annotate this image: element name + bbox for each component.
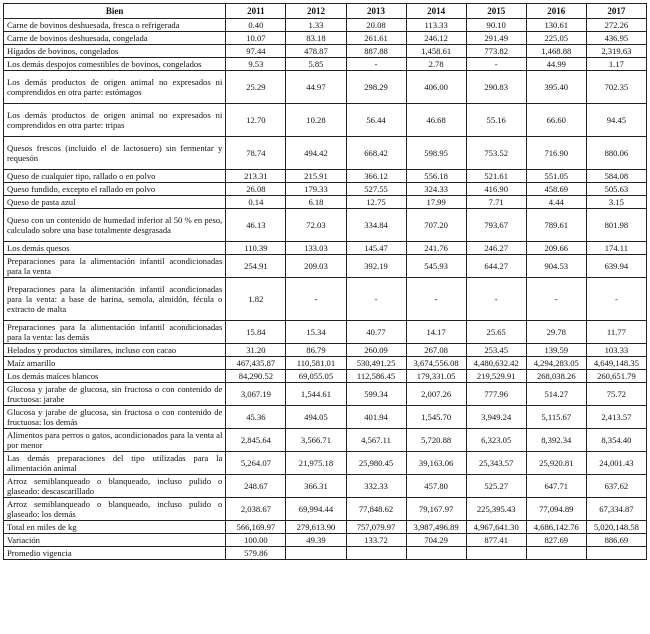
cell-value: 219,529.91 — [466, 370, 526, 383]
cell-value: 11.77 — [586, 321, 646, 344]
row-label: Los demás maíces blancos — [4, 370, 226, 383]
cell-value: 56.44 — [346, 104, 406, 137]
row-label: Preparaciones para la alimentación infantil acondicionadas para la venta — [4, 255, 226, 278]
cell-value: 90.10 — [466, 19, 526, 32]
cell-value: 525.27 — [466, 475, 526, 498]
cell-value: 20.08 — [346, 19, 406, 32]
cell-value: 6,323.05 — [466, 429, 526, 452]
row-label: Los demás despojos comestibles de bovinos, congelados — [4, 58, 226, 71]
cell-value: 94.45 — [586, 104, 646, 137]
cell-value: 46.13 — [226, 209, 286, 242]
cell-value: 133.72 — [346, 534, 406, 547]
cell-value: 639.94 — [586, 255, 646, 278]
row-label: Glucosa y jarabe de glucosa, sin fructosa o con contenido de fructuosa: los demás — [4, 406, 226, 429]
cell-value: 467,435.87 — [226, 357, 286, 370]
cell-value: 668.42 — [346, 137, 406, 170]
cell-value: 1.33 — [286, 19, 346, 32]
cell-value — [286, 547, 346, 560]
cell-value: 514.27 — [526, 383, 586, 406]
table-row — [4, 209, 647, 242]
cell-value: 25.65 — [466, 321, 526, 344]
cell-value: - — [466, 278, 526, 321]
cell-value: 110,581.01 — [286, 357, 346, 370]
cell-value: 145.47 — [346, 242, 406, 255]
cell-value: 55.16 — [466, 104, 526, 137]
cell-value: 644.27 — [466, 255, 526, 278]
row-label: Los demás quesos — [4, 242, 226, 255]
cell-value: 332.33 — [346, 475, 406, 498]
row-label: Arroz semiblanqueado o blanqueado, incluso pulido o glaseado: descascarillado — [4, 475, 226, 498]
cell-value: 179,331.05 — [406, 370, 466, 383]
cell-value: 110.39 — [226, 242, 286, 255]
cell-value: 551.05 — [526, 170, 586, 183]
table-row — [4, 71, 647, 104]
cell-value: 4,294,283.05 — [526, 357, 586, 370]
row-label: Total en miles de kg — [4, 521, 226, 534]
table-row — [4, 32, 647, 45]
cell-value: 290.83 — [466, 71, 526, 104]
cell-value: 5,020,148.58 — [586, 521, 646, 534]
cell-value: 877.41 — [466, 534, 526, 547]
cell-value: 253.45 — [466, 344, 526, 357]
table-row — [4, 255, 647, 278]
cell-value: 254.91 — [226, 255, 286, 278]
cell-value: 5,264.07 — [226, 452, 286, 475]
cell-value: 139.59 — [526, 344, 586, 357]
cell-value: 97.44 — [226, 45, 286, 58]
cell-value: 777.96 — [466, 383, 526, 406]
cell-value: 215.91 — [286, 170, 346, 183]
cell-value: - — [466, 58, 526, 71]
cell-value: 225,395.43 — [466, 498, 526, 521]
cell-value: 8,392.34 — [526, 429, 586, 452]
cell-value: 69,994.44 — [286, 498, 346, 521]
header-2013: 2013 — [346, 4, 406, 19]
cell-value: 4,649,148.35 — [586, 357, 646, 370]
cell-value: 584.08 — [586, 170, 646, 183]
row-label: Carne de bovinos deshuesada, fresca o refrigerada — [4, 19, 226, 32]
table-row — [4, 357, 647, 370]
cell-value: 268,038.26 — [526, 370, 586, 383]
cell-value: 494.42 — [286, 137, 346, 170]
table-row — [4, 196, 647, 209]
cell-value: 880.06 — [586, 137, 646, 170]
cell-value: 78.74 — [226, 137, 286, 170]
cell-value: 494.05 — [286, 406, 346, 429]
table-row — [4, 45, 647, 58]
table-row — [4, 19, 647, 32]
row-label: Helados y productos similares, incluso con cacao — [4, 344, 226, 357]
cell-value: 174.11 — [586, 242, 646, 255]
cell-value: 436.95 — [586, 32, 646, 45]
cell-value: 84,290.52 — [226, 370, 286, 383]
row-label: Alimentos para perros o gatos, acondicionados para la venta al por menor — [4, 429, 226, 452]
cell-value: 75.72 — [586, 383, 646, 406]
cell-value: 1,545.70 — [406, 406, 466, 429]
row-label: Preparaciones para la alimentación infantil acondicionadas para la venta: las demás — [4, 321, 226, 344]
cell-value: 2,413.57 — [586, 406, 646, 429]
cell-value: 773.82 — [466, 45, 526, 58]
cell-value: 248.67 — [226, 475, 286, 498]
cell-value: 4,686,142.76 — [526, 521, 586, 534]
cell-value: 46.68 — [406, 104, 466, 137]
cell-value: 1,544.61 — [286, 383, 346, 406]
header-2015: 2015 — [466, 4, 526, 19]
cell-value: 599.34 — [346, 383, 406, 406]
cell-value: 521.61 — [466, 170, 526, 183]
cell-value: 12.70 — [226, 104, 286, 137]
cell-value: 827.69 — [526, 534, 586, 547]
row-label: Queso de cualquier tipo, rallado o en polvo — [4, 170, 226, 183]
cell-value: 6.18 — [286, 196, 346, 209]
cell-value: 334.84 — [346, 209, 406, 242]
cell-value: 100.00 — [226, 534, 286, 547]
header-2016: 2016 — [526, 4, 586, 19]
cell-value: 261.61 — [346, 32, 406, 45]
cell-value: 10.07 — [226, 32, 286, 45]
cell-value: 324.33 — [406, 183, 466, 196]
cell-value: 83.18 — [286, 32, 346, 45]
row-label: Preparaciones para la alimentación infantil acondicionadas para la venta: a base de harina, semola, almidón, fécula o extracto de malta — [4, 278, 226, 321]
cell-value: 44.99 — [526, 58, 586, 71]
cell-value: 2,319.63 — [586, 45, 646, 58]
cell-value: 1.17 — [586, 58, 646, 71]
cell-value — [526, 547, 586, 560]
row-label: Las demás preparaciones del tipo utilizadas para la alimentación animal — [4, 452, 226, 475]
cell-value: - — [526, 278, 586, 321]
cell-value: 0.40 — [226, 19, 286, 32]
cell-value: 801.98 — [586, 209, 646, 242]
cell-value: 5,115.67 — [526, 406, 586, 429]
cell-value: - — [406, 278, 466, 321]
header-2014: 2014 — [406, 4, 466, 19]
cell-value: 267.08 — [406, 344, 466, 357]
cell-value: 77,848.62 — [346, 498, 406, 521]
cell-value — [466, 547, 526, 560]
table-row — [4, 183, 647, 196]
cell-value: 395.40 — [526, 71, 586, 104]
cell-value: 103.33 — [586, 344, 646, 357]
header-2012: 2012 — [286, 4, 346, 19]
cell-value: 246.27 — [466, 242, 526, 255]
cell-value: 112,586.45 — [346, 370, 406, 383]
cell-value: 179.33 — [286, 183, 346, 196]
cell-value: 15.34 — [286, 321, 346, 344]
cell-value: 21,975.18 — [286, 452, 346, 475]
row-label: Quesos frescos (incluido el de lactosuero) sin fermentar y requesón — [4, 137, 226, 170]
cell-value: 793.67 — [466, 209, 526, 242]
cell-value: 457.80 — [406, 475, 466, 498]
header-bien: Bien — [4, 4, 226, 19]
cell-value: 3,067.19 — [226, 383, 286, 406]
cell-value: 15.84 — [226, 321, 286, 344]
cell-value: 25.29 — [226, 71, 286, 104]
cell-value: 67,334.87 — [586, 498, 646, 521]
cell-value: 3.15 — [586, 196, 646, 209]
row-label: Queso fundido, excepto el rallado en polvo — [4, 183, 226, 196]
cell-value: 2,038.67 — [226, 498, 286, 521]
table-row — [4, 452, 647, 475]
table-row — [4, 547, 647, 560]
header-row — [4, 4, 647, 19]
cell-value: 69,055.05 — [286, 370, 346, 383]
cell-value: 49.39 — [286, 534, 346, 547]
cell-value: 707.20 — [406, 209, 466, 242]
cell-value: 637.62 — [586, 475, 646, 498]
cell-value: 416.90 — [466, 183, 526, 196]
cell-value: 406.00 — [406, 71, 466, 104]
table-row — [4, 370, 647, 383]
row-label: Hígados de bovinos, congelados — [4, 45, 226, 58]
cell-value: 2.78 — [406, 58, 466, 71]
cell-value: - — [286, 278, 346, 321]
cell-value: 4,567.11 — [346, 429, 406, 452]
row-label: Los demás productos de origen animal no expresados ni comprendidos en otra parte: estómagos — [4, 71, 226, 104]
cell-value: 246.12 — [406, 32, 466, 45]
cell-value: 209.66 — [526, 242, 586, 255]
cell-value: 4.44 — [526, 196, 586, 209]
cell-value: 39,163.06 — [406, 452, 466, 475]
cell-value — [346, 547, 406, 560]
table-row — [4, 104, 647, 137]
table-row — [4, 383, 647, 406]
table-row — [4, 58, 647, 71]
cell-value: 3,674,556.08 — [406, 357, 466, 370]
cell-value: 3,987,496.89 — [406, 521, 466, 534]
row-label: Los demás productos de origen animal no expresados ni comprendidos en otra parte: tripas — [4, 104, 226, 137]
cell-value: 133.03 — [286, 242, 346, 255]
cell-value: 366.12 — [346, 170, 406, 183]
cell-value: 458.69 — [526, 183, 586, 196]
row-label: Queso con un contenido de humedad inferior al 50 % en peso, calculado sobre una base totalmente desgrasada — [4, 209, 226, 242]
cell-value: 757,079.97 — [346, 521, 406, 534]
cell-value: 7.71 — [466, 196, 526, 209]
row-label: Variación — [4, 534, 226, 547]
cell-value: 130.61 — [526, 19, 586, 32]
table-row — [4, 475, 647, 498]
cell-value: 9.53 — [226, 58, 286, 71]
row-label: Maíz amarillo — [4, 357, 226, 370]
table-row — [4, 137, 647, 170]
cell-value: 392.19 — [346, 255, 406, 278]
cell-value: 5,720.88 — [406, 429, 466, 452]
table-row — [4, 344, 647, 357]
cell-value: 647.71 — [526, 475, 586, 498]
cell-value: 25,920.81 — [526, 452, 586, 475]
cell-value: 753.52 — [466, 137, 526, 170]
cell-value: 904.53 — [526, 255, 586, 278]
cell-value: 25,980.45 — [346, 452, 406, 475]
cell-value: 26.08 — [226, 183, 286, 196]
cell-value: 579.86 — [226, 547, 286, 560]
table-row — [4, 534, 647, 547]
cell-value: - — [346, 58, 406, 71]
header-2017: 2017 — [586, 4, 646, 19]
cell-value: 2,845.64 — [226, 429, 286, 452]
header-2011: 2011 — [226, 4, 286, 19]
cell-value: 209.03 — [286, 255, 346, 278]
cell-value: 598.95 — [406, 137, 466, 170]
cell-value: - — [346, 278, 406, 321]
cell-value: 887.88 — [346, 45, 406, 58]
cell-value: 505.63 — [586, 183, 646, 196]
cell-value: 530,491.25 — [346, 357, 406, 370]
cell-value: 31.20 — [226, 344, 286, 357]
cell-value: 213.31 — [226, 170, 286, 183]
cell-value: 527.55 — [346, 183, 406, 196]
cell-value: 0.14 — [226, 196, 286, 209]
cell-value: 72.03 — [286, 209, 346, 242]
cell-value: 29.78 — [526, 321, 586, 344]
cell-value: 260,651.79 — [586, 370, 646, 383]
cell-value: 4,480,632.42 — [466, 357, 526, 370]
cell-value: 279,613.90 — [286, 521, 346, 534]
cell-value: 298.29 — [346, 71, 406, 104]
import-volume-table — [3, 3, 647, 560]
cell-value: 1,458.61 — [406, 45, 466, 58]
cell-value: 14.17 — [406, 321, 466, 344]
cell-value: 704.29 — [406, 534, 466, 547]
cell-value: 44.97 — [286, 71, 346, 104]
table-row — [4, 406, 647, 429]
cell-value: 260.09 — [346, 344, 406, 357]
cell-value: 702.35 — [586, 71, 646, 104]
cell-value: 25,343.57 — [466, 452, 526, 475]
table-row — [4, 242, 647, 255]
cell-value — [406, 547, 466, 560]
cell-value: 79,167.97 — [406, 498, 466, 521]
cell-value: - — [586, 278, 646, 321]
cell-value: 8,354.40 — [586, 429, 646, 452]
table-row — [4, 170, 647, 183]
row-label: Glucosa y jarabe de glucosa, sin fructosa o con contenido de fructuosa: jarabe — [4, 383, 226, 406]
row-label: Carne de bovinos deshuesada, congelada — [4, 32, 226, 45]
cell-value: 5.85 — [286, 58, 346, 71]
cell-value: 40.77 — [346, 321, 406, 344]
cell-value: 272.26 — [586, 19, 646, 32]
row-label: Queso de pasta azul — [4, 196, 226, 209]
cell-value: 17.99 — [406, 196, 466, 209]
cell-value: 716.90 — [526, 137, 586, 170]
cell-value: 886.69 — [586, 534, 646, 547]
cell-value: 291.49 — [466, 32, 526, 45]
cell-value: 566,169.97 — [226, 521, 286, 534]
cell-value: 556.18 — [406, 170, 466, 183]
cell-value — [586, 547, 646, 560]
cell-value: 478.87 — [286, 45, 346, 58]
cell-value: 113.33 — [406, 19, 466, 32]
cell-value: 2,007.26 — [406, 383, 466, 406]
table-row — [4, 498, 647, 521]
cell-value: 45.36 — [226, 406, 286, 429]
cell-value: 401.94 — [346, 406, 406, 429]
table-row — [4, 278, 647, 321]
cell-value: 77,094.89 — [526, 498, 586, 521]
row-label: Arroz semiblanqueado o blanqueado, incluso pulido o glaseado: los demás — [4, 498, 226, 521]
cell-value: 86.79 — [286, 344, 346, 357]
table-body — [4, 19, 647, 560]
cell-value: 241.76 — [406, 242, 466, 255]
cell-value: 66.60 — [526, 104, 586, 137]
cell-value: 789.61 — [526, 209, 586, 242]
cell-value: 225.05 — [526, 32, 586, 45]
cell-value: 24,001.43 — [586, 452, 646, 475]
cell-value: 3,949.24 — [466, 406, 526, 429]
cell-value: 545.93 — [406, 255, 466, 278]
cell-value: 4,967,641.30 — [466, 521, 526, 534]
cell-value: 3,566.71 — [286, 429, 346, 452]
cell-value: 366.31 — [286, 475, 346, 498]
table-row — [4, 521, 647, 534]
cell-value: 1,468.88 — [526, 45, 586, 58]
table-row — [4, 321, 647, 344]
cell-value: 12.75 — [346, 196, 406, 209]
row-label: Promedio vigencia — [4, 547, 226, 560]
cell-value: 1.82 — [226, 278, 286, 321]
table-row — [4, 429, 647, 452]
cell-value: 10.28 — [286, 104, 346, 137]
